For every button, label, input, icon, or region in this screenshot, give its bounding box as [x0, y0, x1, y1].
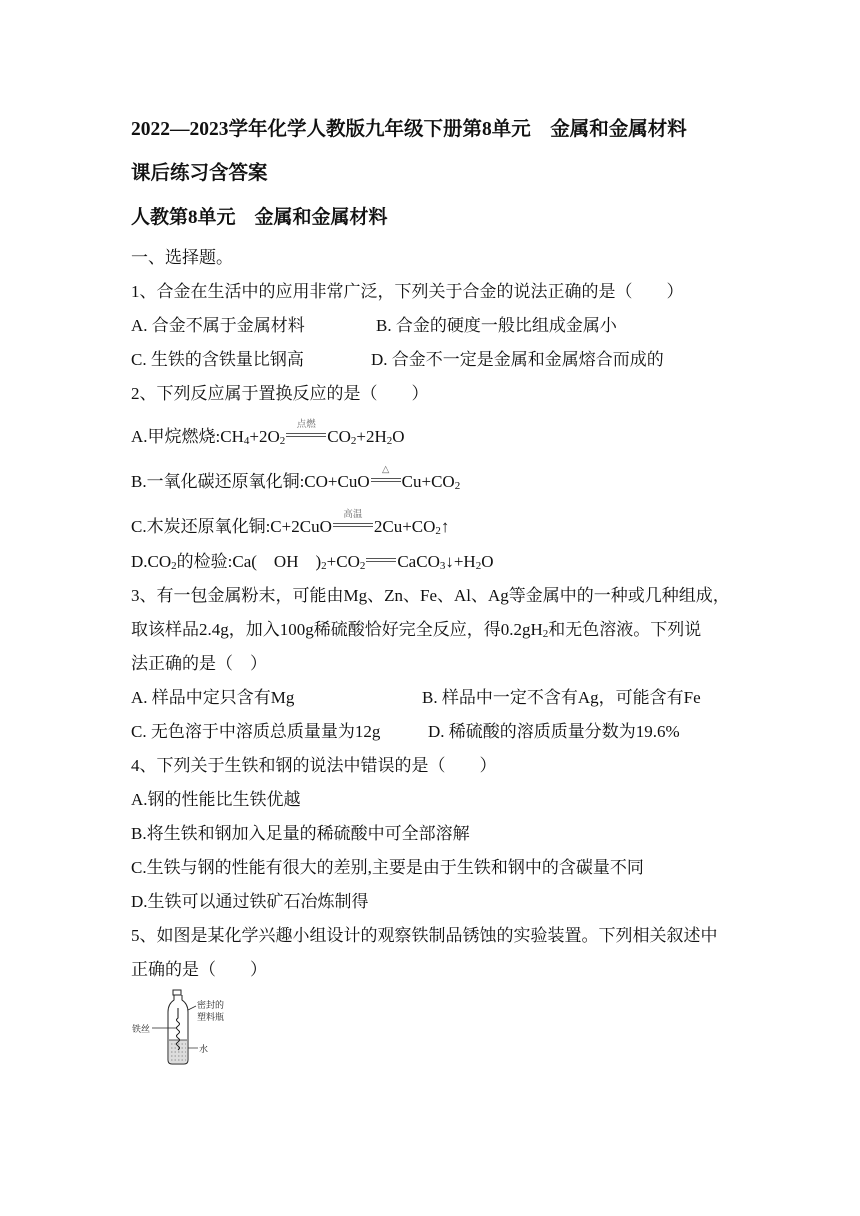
- q2d-text5: +H: [453, 552, 476, 571]
- q2a-text4: +2H: [356, 427, 387, 446]
- q2-option-a: [131, 419, 405, 448]
- q4-option-a: A.钢的性能比生铁优越: [131, 790, 301, 809]
- label-sealed: 密封的: [197, 1001, 225, 1011]
- q3-sub: 2: [542, 628, 549, 640]
- q2a-sub1: 4: [243, 435, 250, 447]
- rusting-experiment-figure: [132, 988, 242, 1068]
- q3-option-b: B. 样品中一定不含有Ag，可能含有Fe: [422, 688, 701, 707]
- condition-label: 点燃: [296, 419, 316, 430]
- q1-stem: 1、合金在生活中的应用非常广泛，下列关于合金的说法正确的是（ ）: [131, 282, 684, 301]
- reaction-equals-sign: [366, 553, 396, 567]
- q2b-text2: Cu+CO: [401, 472, 455, 491]
- q4-option-d: D.生铁可以通过铁矿石冶炼制得: [131, 892, 369, 911]
- q2-option-d: [131, 551, 494, 573]
- q4-stem: 4、下列关于生铁和钢的说法中错误的是（ ）: [131, 756, 497, 775]
- reaction-condition-sign: [333, 509, 373, 532]
- reaction-condition-sign: [286, 419, 326, 442]
- q3-stem-line3: 法正确的是（ ）: [131, 654, 267, 673]
- q2b-sub1: 2: [454, 480, 461, 492]
- q3-option-d: D. 稀硫酸的溶质质量分数为19.6%: [428, 722, 680, 741]
- q2d-text3: +CO: [326, 552, 360, 571]
- q2c-text2: 2Cu+CO: [373, 517, 436, 536]
- q2d-text4: CaCO: [397, 552, 440, 571]
- reaction-condition-sign: [371, 464, 401, 487]
- q4-option-b: B.将生铁和钢加入足量的稀硫酸中可全部溶解: [131, 824, 470, 843]
- q3-text2: 和无色溶液。下列说: [548, 620, 702, 639]
- q2a-text3: CO: [327, 427, 351, 446]
- gas-arrow-up-icon: ↑: [440, 517, 450, 536]
- q1-option-a: A. 合金不属于金属材料: [131, 316, 305, 335]
- q2a-sub2: 2: [279, 435, 286, 447]
- q4-option-c: C.生铁与钢的性能有很大的差别,主要是由于生铁和钢中的含碳量不同: [131, 858, 644, 877]
- label-water: 水: [199, 1045, 209, 1055]
- q1-option-c: C. 生铁的含铁量比钢高: [131, 350, 304, 369]
- q3-stem-line1: 3、有一包金属粉末，可能由Mg、Zn、Fe、Al、Ag等金属中的一种或几种组成，: [131, 586, 730, 605]
- label-plastic-bottle: 塑料瓶: [197, 1013, 225, 1023]
- q2d-sub4: 3: [439, 560, 446, 572]
- heat-triangle-icon: △: [381, 464, 390, 475]
- label-iron-wire: 铁丝: [132, 1025, 151, 1035]
- q2d-sub5: 2: [475, 560, 482, 572]
- q2a-text2: +2O: [249, 427, 280, 446]
- q2c-text: C.木炭还原氧化铜:C+2CuO: [131, 517, 332, 536]
- q3-option-c: C. 无色溶于中溶质总质量量为12g: [131, 722, 381, 741]
- q2a-text5: O: [392, 427, 405, 446]
- q1-option-b: B. 合金的硬度一般比组成金属小: [376, 316, 617, 335]
- q3-option-a: A. 样品中定只含有Mg: [131, 688, 295, 707]
- q2d-sub1: 2: [171, 560, 177, 572]
- q2a-sub3: 2: [350, 435, 357, 447]
- q2-option-c: [131, 509, 450, 538]
- q2d-sub2: 2: [321, 560, 327, 572]
- unit-subtitle: 人教第8单元 金属和金属材料: [131, 207, 388, 228]
- q2b-text: B.一氧化碳还原氧化铜:CO+CuO: [131, 472, 370, 491]
- q5-stem-line2: 正确的是（ ）: [131, 960, 267, 979]
- q2d-text6: O: [481, 552, 494, 571]
- section-heading: 一、选择题。: [131, 248, 233, 267]
- q2-stem: 2、下列反应属于置换反应的是（ ）: [131, 384, 429, 403]
- q3-stem-line2: [131, 619, 701, 641]
- condition-label: 高温: [343, 509, 363, 520]
- q2d-text2: 的检验:Ca( OH ): [176, 552, 322, 571]
- precipitate-arrow-down-icon: ↓: [445, 552, 454, 571]
- q2a-sub4: 2: [386, 435, 393, 447]
- q3-text: 取该样品2.4g，加入100g稀硫酸恰好完全反应，得0.2gH: [131, 620, 543, 639]
- q5-stem-line1: 5、如图是某化学兴趣小组设计的观察铁制品锈蚀的实验装置。下列相关叙述中: [131, 926, 718, 945]
- q2c-sub1: 2: [435, 525, 441, 537]
- q2d-text: D.CO: [131, 552, 172, 571]
- q2d-sub3: 2: [359, 560, 366, 572]
- document-title-line1: 2022—2023学年化学人教版九年级下册第8单元 金属和金属材料: [131, 119, 687, 140]
- document-title-line2: 课后练习含答案: [131, 163, 268, 184]
- q2-option-b: [131, 464, 461, 493]
- q1-option-d: D. 合金不一定是金属和金属熔合而成的: [371, 350, 664, 369]
- q2a-text: A.甲烷燃烧:CH: [131, 427, 244, 446]
